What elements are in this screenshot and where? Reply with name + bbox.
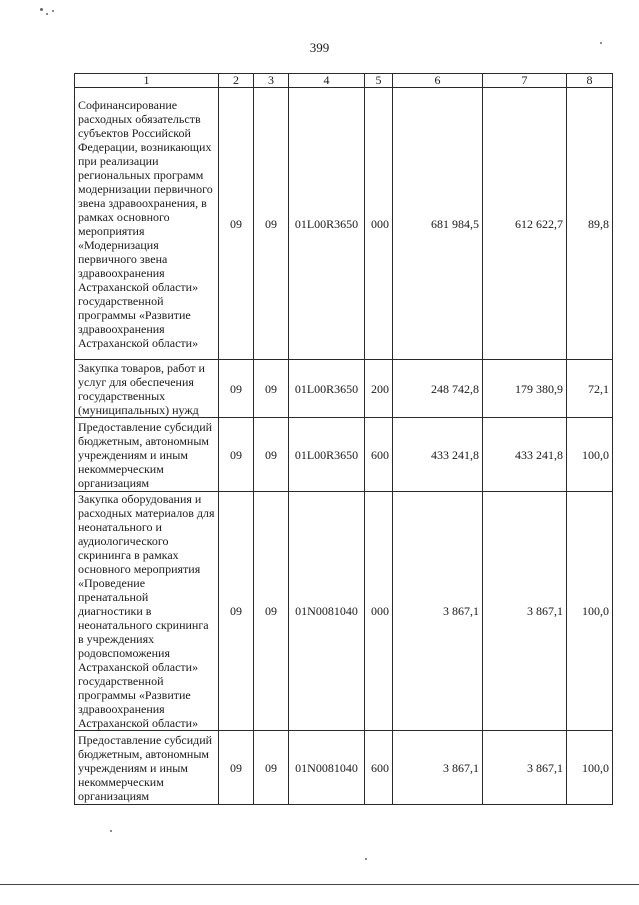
row-subsection: 09 bbox=[254, 360, 289, 418]
row-expense-type: 600 bbox=[365, 418, 393, 492]
row-expense-type: 200 bbox=[365, 360, 393, 418]
column-header: 2 bbox=[219, 74, 254, 88]
row-section: 09 bbox=[219, 360, 254, 418]
row-executed: 179 380,9 bbox=[483, 360, 567, 418]
row-percent: 100,0 bbox=[567, 731, 613, 805]
row-percent: 72,1 bbox=[567, 360, 613, 418]
table-header-row bbox=[75, 74, 613, 88]
row-executed: 3 867,1 bbox=[483, 731, 567, 805]
row-target-article: 01N0081040 bbox=[289, 731, 365, 805]
table-row bbox=[75, 418, 613, 492]
row-target-article: 01N0081040 bbox=[289, 492, 365, 731]
row-percent: 100,0 bbox=[567, 418, 613, 492]
scan-edge-line bbox=[0, 884, 639, 885]
row-name: Закупка оборудования и расходных материалов для неонатального и аудиологического скрининга в рамках основного мероприятия «Проведение пренатальной диагностики в неонатального скрининга в учреждениях родовспоможения Астраханской области» государственной программы «Развитие здравоохранения Астраханской области» bbox=[75, 492, 219, 731]
scan-speck bbox=[52, 10, 54, 12]
row-planned: 3 867,1 bbox=[393, 492, 483, 731]
row-percent: 100,0 bbox=[567, 492, 613, 731]
row-executed: 612 622,7 bbox=[483, 88, 567, 360]
column-header: 5 bbox=[365, 74, 393, 88]
row-subsection: 09 bbox=[254, 492, 289, 731]
table-row bbox=[75, 360, 613, 418]
scan-speck bbox=[40, 8, 43, 11]
row-target-article: 01L00R3650 bbox=[289, 418, 365, 492]
budget-table bbox=[74, 73, 613, 805]
column-header: 8 bbox=[567, 74, 613, 88]
column-header: 7 bbox=[483, 74, 567, 88]
table-row bbox=[75, 88, 613, 360]
page-number: 399 bbox=[309, 40, 330, 55]
scan-speck bbox=[110, 830, 112, 832]
row-expense-type: 600 bbox=[365, 731, 393, 805]
row-name: Софинансирование расходных обязательств субъектов Российской Федерации, возникающих при реализации региональных программ модернизации первичного звена здравоохранения, в рамках основного мероприятия «Модернизация первичного звена здравоохранения Астраханской области» государственной программы «Развитие здравоохранения Астраханской области» bbox=[75, 88, 219, 360]
row-percent: 89,8 bbox=[567, 88, 613, 360]
row-name: Закупка товаров, работ и услуг для обеспечения государственных (муниципальных) нужд bbox=[75, 360, 219, 418]
row-target-article: 01L00R3650 bbox=[289, 88, 365, 360]
column-header: 1 bbox=[75, 74, 219, 88]
table-row bbox=[75, 492, 613, 731]
row-expense-type: 000 bbox=[365, 88, 393, 360]
row-executed: 3 867,1 bbox=[483, 492, 567, 731]
scan-speck bbox=[600, 42, 602, 44]
row-subsection: 09 bbox=[254, 88, 289, 360]
row-section: 09 bbox=[219, 418, 254, 492]
table-row bbox=[75, 731, 613, 805]
row-section: 09 bbox=[219, 492, 254, 731]
column-header: 4 bbox=[289, 74, 365, 88]
row-planned: 433 241,8 bbox=[393, 418, 483, 492]
row-planned: 681 984,5 bbox=[393, 88, 483, 360]
row-name: Предоставление субсидий бюджетным, автономным учреждениям и иным некоммерческим организациям bbox=[75, 731, 219, 805]
row-target-article: 01L00R3650 bbox=[289, 360, 365, 418]
row-subsection: 09 bbox=[254, 418, 289, 492]
row-section: 09 bbox=[219, 88, 254, 360]
scan-speck bbox=[365, 858, 367, 860]
row-planned: 248 742,8 bbox=[393, 360, 483, 418]
row-executed: 433 241,8 bbox=[483, 418, 567, 492]
row-section: 09 bbox=[219, 731, 254, 805]
column-header: 6 bbox=[393, 74, 483, 88]
row-planned: 3 867,1 bbox=[393, 731, 483, 805]
scan-speck bbox=[46, 13, 48, 15]
column-header: 3 bbox=[254, 74, 289, 88]
row-subsection: 09 bbox=[254, 731, 289, 805]
row-expense-type: 000 bbox=[365, 492, 393, 731]
row-name: Предоставление субсидий бюджетным, автономным учреждениям и иным некоммерческим организациям bbox=[75, 418, 219, 492]
